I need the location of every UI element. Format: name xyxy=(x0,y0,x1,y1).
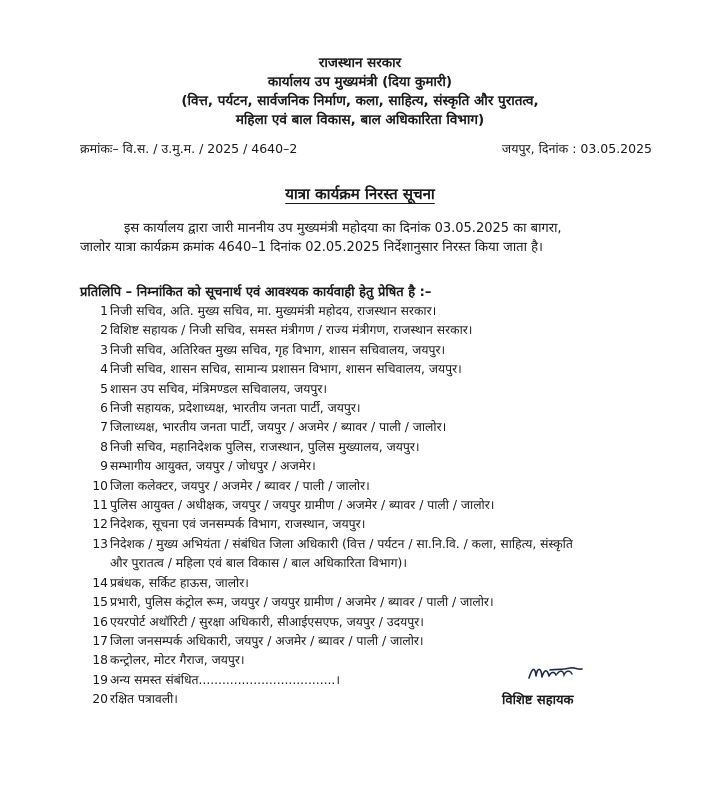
list-item-text: प्रबंधक, सर्किट हाऊस, जालोर। xyxy=(110,575,249,590)
list-item-number: 5 xyxy=(100,381,108,396)
list-item-text: रक्षित पत्रावली। xyxy=(110,692,178,707)
list-item-text: प्रभारी, पुलिस कंट्रोल रूम, जयपुर / जयपुर ग्रामीण / अजमेर / ब्यावर / पाली / जालोर। xyxy=(110,595,494,610)
signer-designation: विशिष्ट सहायक xyxy=(502,693,574,708)
notice-body xyxy=(80,219,654,257)
place-date: जयपुर, दिनांक : 03.05.2025 xyxy=(501,141,652,156)
list-item-number: 3 xyxy=(100,342,108,357)
list-item-number: 7 xyxy=(100,420,108,435)
list-item xyxy=(90,593,680,612)
letterhead-office: कार्यालय उप मुख्यमंत्री (दिया कुमारी) xyxy=(267,74,453,90)
list-item-number: 11 xyxy=(92,498,108,513)
list-item xyxy=(90,535,680,574)
list-item-number: 6 xyxy=(100,401,108,416)
list-item-number: 14 xyxy=(92,575,108,590)
list-item-number: 16 xyxy=(92,614,108,629)
list-item xyxy=(90,613,680,632)
list-item xyxy=(90,515,680,534)
copy-to-heading: प्रतिलिपि – निम्नांकित को सूचनार्थ एवं आवश्यक कार्यवाही हेतु प्रेषित है :– xyxy=(80,285,432,300)
list-item-text: जिला जनसम्पर्क अधिकारी, जयपुर / अजमेर / ब्यावर / पाली / जालोर। xyxy=(110,633,424,648)
reference-number: क्रमांकः– वि.स. / उ.मु.म. / 2025 / 4640–2 xyxy=(80,141,298,156)
notice-body-line1: इस कार्यालय द्वारा जारी माननीय उप मुख्यमंत्री महोदया का दिनांक 03.05.2025 का बागरा, xyxy=(124,221,562,236)
list-item-text: विशिष्ट सहायक / निजी सचिव, समस्त मंत्रीगण / राज्य मंत्रीगण, राजस्थान सरकार। xyxy=(110,323,473,338)
list-item-number: 18 xyxy=(92,653,108,668)
list-item-text-continued: और पुरातत्व / महिला एवं बाल विकास / बाल अधिकारिता विभाग)। xyxy=(110,556,407,571)
subject-text: यात्रा कार्यक्रम निरस्त सूचना xyxy=(285,185,435,203)
list-item-text: सम्भागीय आयुक्त, जयपुर / जोधपुर / अजमेर। xyxy=(110,459,316,474)
list-item xyxy=(90,632,680,651)
list-item-text: निजी सहायक, प्रदेशाध्यक्ष, भारतीय जनता पार्टी, जयपुर। xyxy=(110,401,361,416)
list-item xyxy=(90,496,680,515)
list-item xyxy=(90,341,680,360)
list-item-text: अन्य समस्त संबंधित...................................। xyxy=(110,672,340,687)
letterhead-government: राजस्थान सरकार xyxy=(318,55,402,71)
notice-body-line2: जालोर यात्रा कार्यक्रम क्रमांक 4640–1 दिनांक 02.05.2025 निर्देशानुसार निरस्त किया जाता है। xyxy=(80,240,543,255)
list-item-text: कन्ट्रोलर, मोटर गैराज, जयपुर। xyxy=(110,653,245,668)
list-item xyxy=(90,477,680,496)
letterhead xyxy=(60,54,660,130)
list-item-number: 9 xyxy=(100,459,108,474)
list-item-number: 19 xyxy=(92,672,108,687)
list-item-text: निदेशक / मुख्य अभियंता / संबंधित जिला अधिकारी (वित्त / पर्यटन / सा.नि.वि. / कला, साहित्य, संस्कृति xyxy=(110,536,573,551)
list-item-number: 10 xyxy=(92,478,108,493)
list-item-text: जिलाध्यक्ष, भारतीय जनता पार्टी, जयपुर / अजमेर / ब्यावर / पाली / जालोर। xyxy=(110,420,447,435)
list-item xyxy=(90,690,680,709)
list-item xyxy=(90,360,680,379)
list-item xyxy=(90,399,680,418)
list-item-text: निजी सचिव, अतिरिक्त मुख्य सचिव, गृह विभाग, शासन सचिवालय, जयपुर। xyxy=(110,342,446,357)
list-item-number: 1 xyxy=(100,304,108,318)
letterhead-departments-line2: महिला एवं बाल विकास, बाल अधिकारिता विभाग) xyxy=(235,112,485,128)
list-item xyxy=(90,438,680,457)
list-item-text: एयरपोर्ट अथॉरिटी / सुरक्षा अधिकारी, सीआईएसएफ, जयपुर / उदयपुर। xyxy=(110,614,424,629)
list-item-number: 2 xyxy=(100,323,108,338)
subject-title xyxy=(0,184,720,204)
list-item-text: पुलिस आयुक्त / अधीक्षक, जयपुर / जयपुर ग्रामीण / अजमेर / ब्यावर / पाली / जालोर। xyxy=(110,498,495,513)
list-item-number: 17 xyxy=(92,633,108,648)
list-item-text: शासन उप सचिव, मंत्रिमण्डल सचिवालय, जयपुर। xyxy=(110,381,328,396)
copy-to-list xyxy=(90,302,680,710)
list-item-text: निजी सचिव, शासन सचिव, सामान्य प्रशासन विभाग, शासन सचिवालय, जयपुर। xyxy=(110,362,462,377)
list-item xyxy=(90,574,680,593)
handwritten-signature xyxy=(526,658,586,686)
list-item-number: 13 xyxy=(92,536,108,551)
letterhead-departments-line1: (वित्त, पर्यटन, सार्वजनिक निर्माण, कला, साहित्य, संस्कृति और पुरातत्व, xyxy=(181,93,539,109)
list-item xyxy=(90,651,680,670)
list-item xyxy=(90,302,680,321)
list-item-number: 12 xyxy=(92,517,108,532)
list-item xyxy=(90,457,680,476)
list-item-number: 20 xyxy=(92,692,108,707)
list-item xyxy=(90,321,680,340)
list-item-number: 8 xyxy=(100,439,108,454)
list-item-number: 4 xyxy=(100,362,108,377)
list-item xyxy=(90,380,680,399)
list-item-number: 15 xyxy=(92,595,108,610)
list-item-text: निजी सचिव, महानिदेशक पुलिस, राजस्थान, पुलिस मुख्यालय, जयपुर। xyxy=(110,439,420,454)
list-item-text: निजी सचिव, अति. मुख्य सचिव, मा. मुख्यमंत्री महोदय, राजस्थान सरकार। xyxy=(110,304,437,318)
list-item xyxy=(90,418,680,437)
list-item-text: जिला कलेक्टर, जयपुर / अजमेर / ब्यावर / पाली / जालोर। xyxy=(110,478,370,493)
list-item-text: निदेशक, सूचना एवं जनसम्पर्क विभाग, राजस्थान, जयपुर। xyxy=(110,517,366,532)
list-item xyxy=(90,671,680,690)
